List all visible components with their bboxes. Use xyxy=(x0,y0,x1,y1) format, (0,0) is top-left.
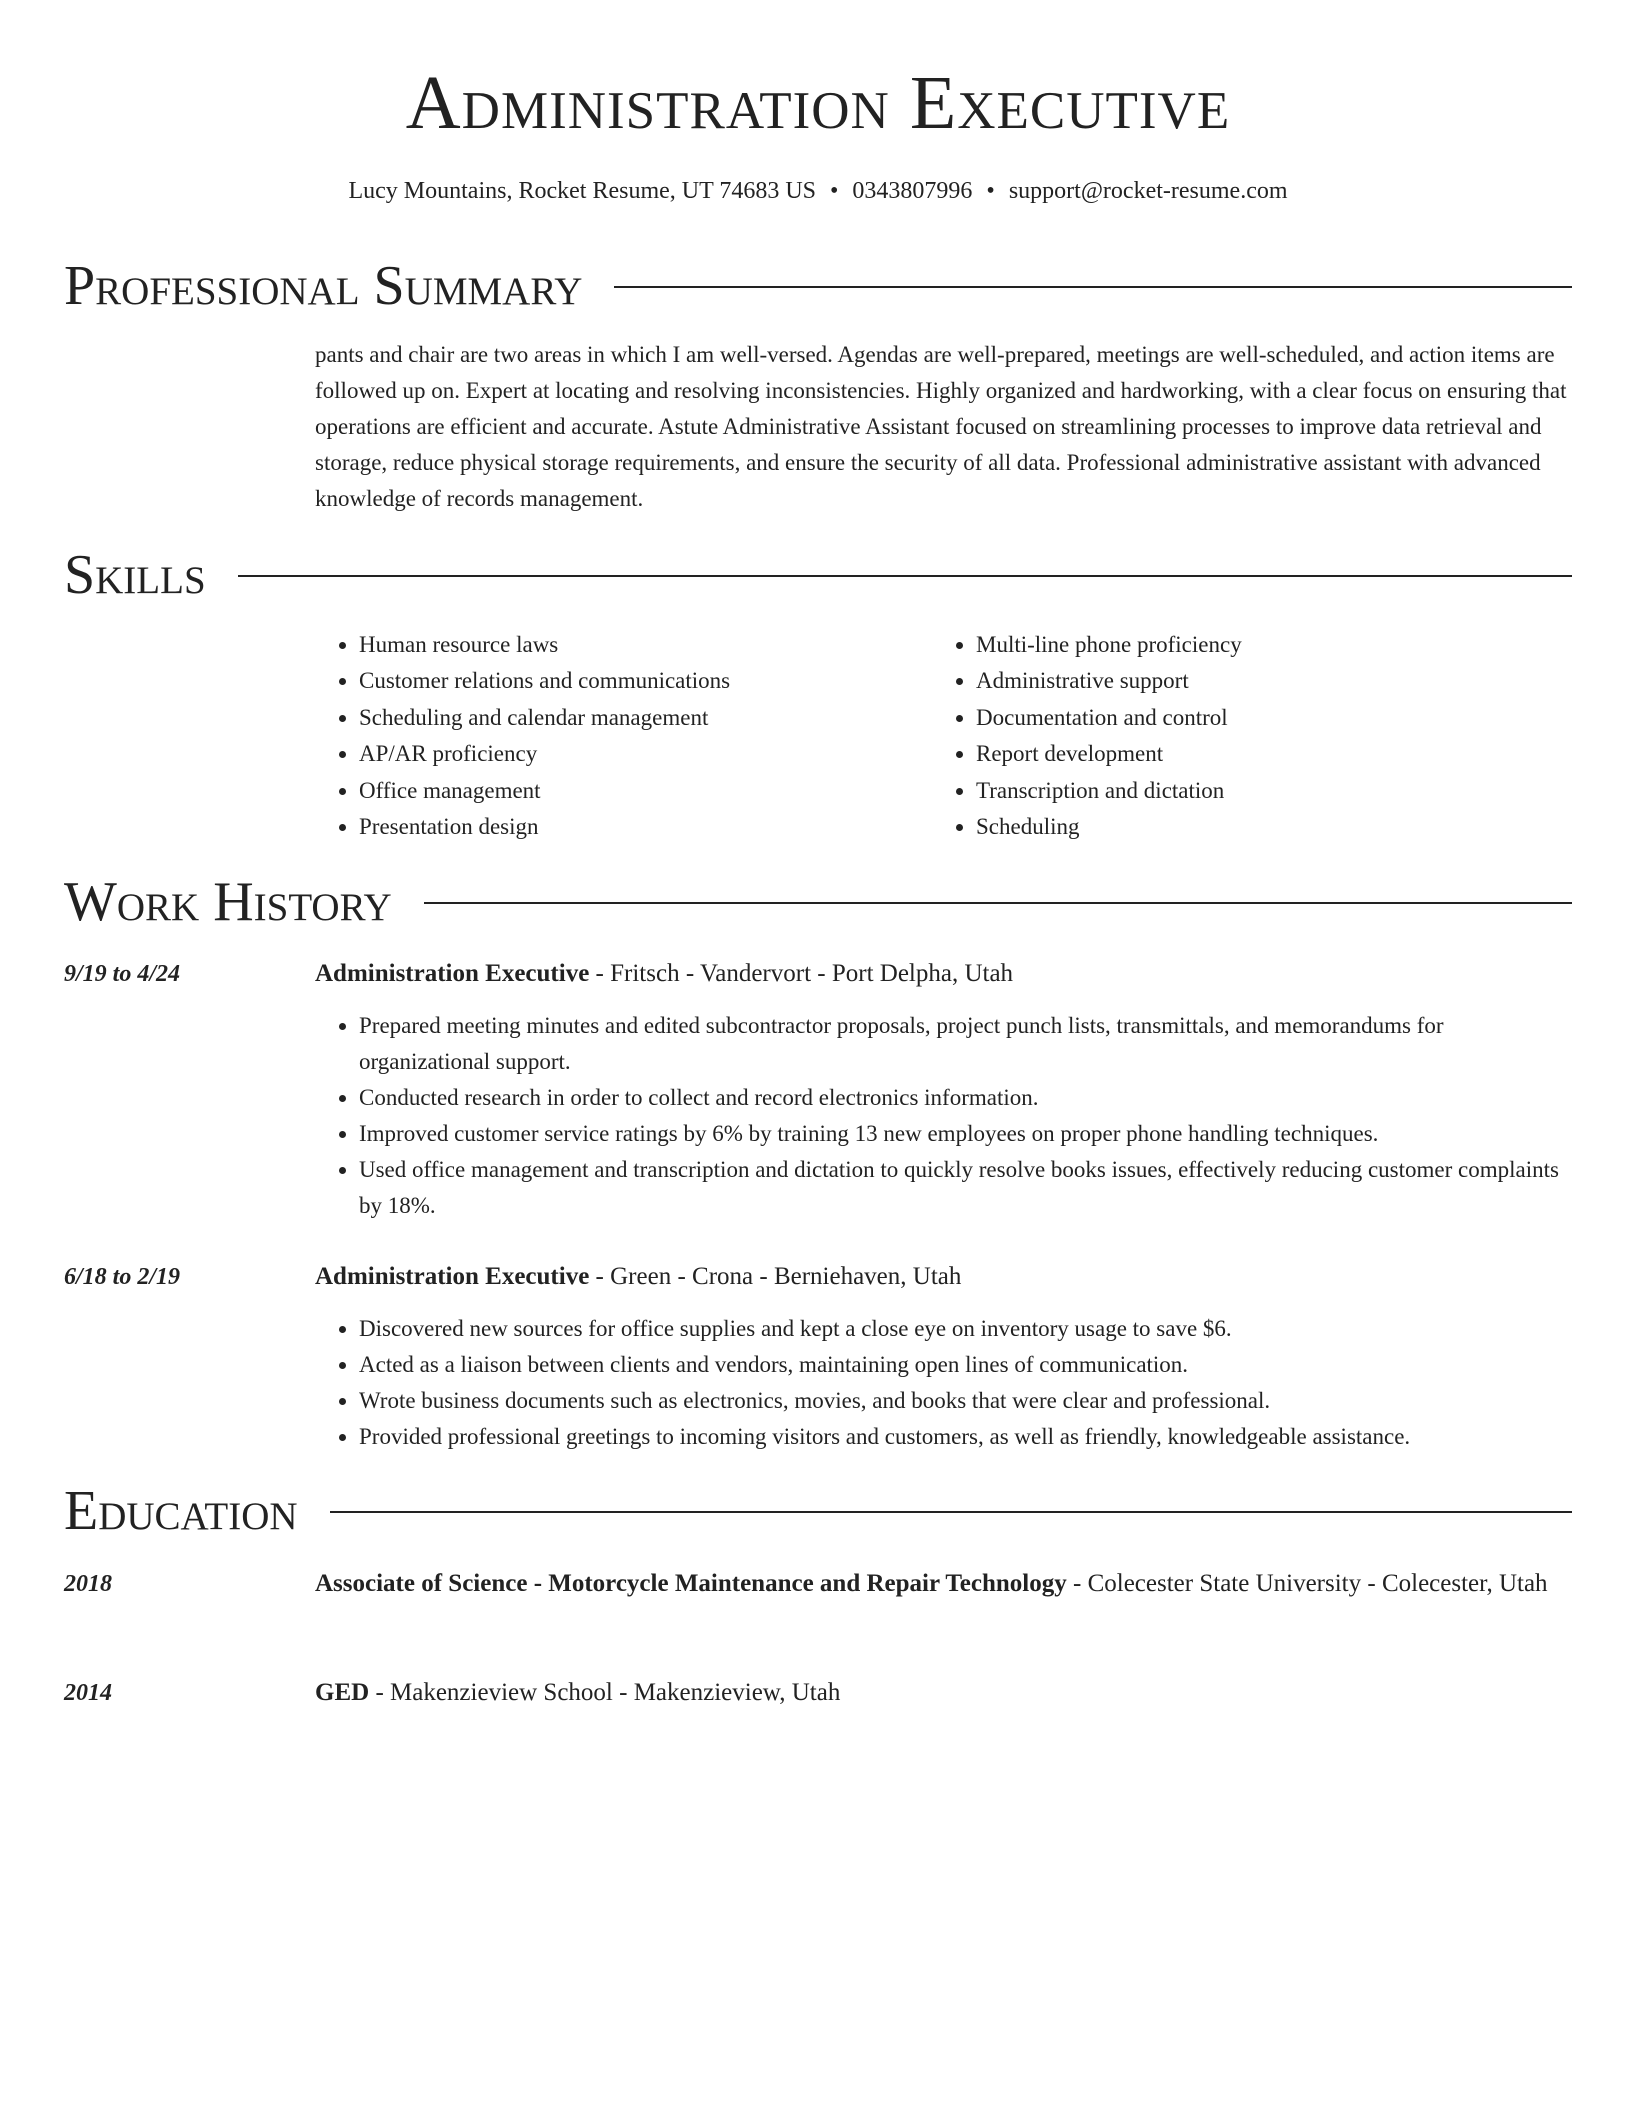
skill-item: • Transcription and dictation xyxy=(976,773,1576,809)
skills-list-left xyxy=(315,627,919,845)
education-entry xyxy=(315,1674,1572,1712)
job-bullet: • Prepared meeting minutes and edited subcontractor proposals, project punch lists, transmittals, and memorandums for organizational support. xyxy=(359,1008,1572,1080)
skill-item: • Presentation design xyxy=(359,809,919,845)
job-dates: 9/19 to 4/24 xyxy=(64,961,181,987)
contact-separator: • xyxy=(830,178,839,204)
job-title: Administration Executive xyxy=(315,960,590,987)
job-bullets xyxy=(315,1008,1572,1224)
contact-phone: 0343807996 xyxy=(852,178,973,204)
education-school: - Makenzieview School - Makenzieview, Utah xyxy=(369,1679,841,1706)
skill-item: • Documentation and control xyxy=(976,700,1576,736)
contact-separator: • xyxy=(986,178,995,204)
education-section-heading xyxy=(64,1479,1572,1543)
skill-item: • Administrative support xyxy=(976,663,1576,699)
candidate-name: Administration Executive xyxy=(405,61,1231,145)
section-divider xyxy=(330,1511,1572,1513)
skill-item: • Scheduling and calendar management xyxy=(359,700,919,736)
job-bullet: • Conducted research in order to collect and record electronics information. xyxy=(359,1080,1572,1116)
skill-item: • Multi-line phone proficiency xyxy=(976,627,1576,663)
job-bullet: • Wrote business documents such as electronics, movies, and books that were clear and professional. xyxy=(359,1383,1572,1419)
contact-line xyxy=(64,174,1572,208)
education-year: 2018 xyxy=(64,1571,112,1597)
education-title: Education xyxy=(64,1480,298,1542)
skill-item: • Customer relations and communications xyxy=(359,663,919,699)
section-divider xyxy=(424,902,1572,904)
work-section-heading xyxy=(64,870,1572,934)
education-entry xyxy=(315,1565,1572,1603)
job-title: Administration Executive xyxy=(315,1263,590,1290)
section-divider xyxy=(238,575,1572,577)
summary-section-heading xyxy=(64,254,1572,318)
skills-title: Skills xyxy=(64,544,206,606)
job-heading xyxy=(315,955,1572,993)
education-degree: GED xyxy=(315,1679,370,1706)
job-bullet: • Discovered new sources for office supplies and kept a close eye on inventory usage to save $6. xyxy=(359,1311,1572,1347)
contact-address: Lucy Mountains, Rocket Resume, UT 74683 US xyxy=(348,178,817,204)
job-bullets xyxy=(315,1311,1572,1455)
education-degree: Associate of Science - Motorcycle Maintenance and Repair Technology xyxy=(315,1570,1067,1597)
summary-title: Professional Summary xyxy=(64,255,583,317)
skills-section-heading xyxy=(64,543,1572,607)
skill-item: • AP/AR proficiency xyxy=(359,736,919,772)
skill-item: • Scheduling xyxy=(976,809,1576,845)
section-divider xyxy=(614,286,1572,288)
job-bullet: • Provided professional greetings to incoming visitors and customers, as well as friendly, knowledgeable assistance. xyxy=(359,1419,1572,1455)
education-school: - Colecester State University - Colecester, Utah xyxy=(1066,1570,1548,1597)
skill-item: • Human resource laws xyxy=(359,627,919,663)
job-bullet: • Improved customer service ratings by 6% by training 13 new employees on proper phone handling techniques. xyxy=(359,1116,1572,1152)
contact-email: support@rocket-resume.com xyxy=(1008,178,1288,204)
job-dates: 6/18 to 2/19 xyxy=(64,1264,181,1290)
education-year: 2014 xyxy=(64,1680,112,1706)
job-bullet: • Acted as a liaison between clients and vendors, maintaining open lines of communication. xyxy=(359,1347,1572,1383)
job-heading xyxy=(315,1258,1572,1296)
work-title: Work History xyxy=(64,871,392,933)
job-employer: - Green - Crona - Berniehaven, Utah xyxy=(589,1263,962,1290)
summary-text: pants and chair are two areas in which I am well-versed. Agendas are well-prepared, meetings are well-scheduled, and action items are followed up on. Expert at locating and resolving inconsistencies. Highly organized and hardworking, with a clear focus on ensuring that operations are efficient and accurate. Astute Administrative Assistant focused on streamlining processes to improve data retrieval and storage, reduce physical storage requirements, and ensure the security of all data. Professional administrative assistant with advanced knowledge of records management. xyxy=(315,342,1567,511)
skills-list-right xyxy=(932,627,1576,845)
skill-item: • Report development xyxy=(976,736,1576,772)
job-employer: - Fritsch - Vandervort - Port Delpha, Utah xyxy=(589,960,1014,987)
skill-item: • Office management xyxy=(359,773,919,809)
job-bullet: • Used office management and transcription and dictation to quickly resolve books issues, effectively reducing customer complaints by 18%. xyxy=(359,1152,1572,1224)
